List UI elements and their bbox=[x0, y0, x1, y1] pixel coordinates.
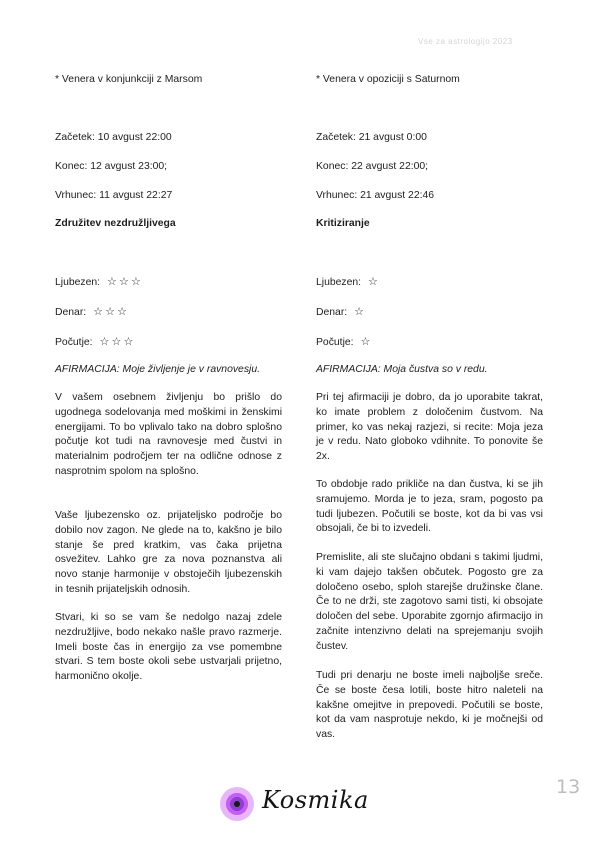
right-start: Začetek: 21 avgust 0:00 bbox=[316, 132, 427, 143]
left-love-label: Ljubezen: bbox=[55, 277, 101, 288]
star-outline-icon: ☆ bbox=[107, 276, 117, 288]
right-mood-row bbox=[316, 335, 371, 348]
left-paragraph-2: Vaše ljubezensko oz. prijateljsko področje bo dobilo nov zagon. Ne glede na to, kakšno je bilo stanje še pred kratkim, vas čaka prijetna osvežitev. Lahko gre za nova poznanstva ali novo stanje harmonije v obstoječih ljubezenskih in tesnih prijateljskih odnosih. bbox=[55, 510, 282, 595]
header-faint-text: Vse za astrologijo 2023 bbox=[418, 37, 513, 46]
left-love-stars bbox=[106, 275, 142, 288]
star-outline-icon: ☆ bbox=[111, 336, 122, 348]
star-outline-icon: ☆ bbox=[105, 306, 116, 318]
star-outline-icon: ☆ bbox=[99, 336, 110, 348]
kosmika-logo bbox=[218, 785, 368, 825]
right-love-label: Ljubezen: bbox=[316, 277, 362, 288]
logo-text: Kosmika bbox=[262, 786, 369, 814]
star-outline-icon: ☆ bbox=[93, 306, 104, 318]
kosmika-logo-icon bbox=[220, 787, 254, 821]
right-paragraph-2: To obdobje rado prikliče na dan čustva, ki se jih sramujemo. Morda je to jeza, sram, pogosto pa tudi ljubezen. Počutili se boste, kot da bi vas vsi obsojali, če bi to izvedeli. bbox=[316, 479, 543, 535]
left-money-row bbox=[55, 305, 128, 318]
right-mood-stars bbox=[359, 335, 371, 348]
left-paragraph-3: Stvari, ki so se vam še nedolgo nazaj zdele nezdružljive, bodo nekako našle pravo razmerje. Imeli boste čas in energijo za vse pomembne stvari. S tem boste okoli sebe ustvarjali prijetno, harmonično okolje. bbox=[55, 612, 282, 683]
right-paragraph-3: Premislite, ali ste slučajno obdani s takimi ljudmi, ki vam dajejo takšen občutek. Pogosto gre za določeno osebo, sploh starejše družinske člane. Če to ne drži, ste zagotovo sami tisti, ki obsojate določen del sebe. Uporabite zgornjo afirmacijo in začnite intenzivno delati na sprejemanju svojih čustev. bbox=[316, 552, 543, 652]
star-outline-icon: ☆ bbox=[360, 336, 371, 348]
right-paragraph-4: Tudi pri denarju ne boste imeli najboljše sreče. Če se boste česa lotili, boste hitro naleteli na kakšne omejitve in prepovedi. Počutili se boste, kot da vam nasprotuje nekdo, ki je močnejši od vas. bbox=[316, 670, 543, 741]
star-outline-icon: ☆ bbox=[354, 306, 365, 318]
right-paragraph-1: Pri tej afirmaciji je dobro, da jo uporabite takrat, ko imate problem z določenim čustvom. Na primer, ko vas nekaj razjezi, si recite: Moja jeza je v redu. Nato globoko vdihnite. To ponovite še 2x. bbox=[316, 392, 543, 463]
right-end: Konec: 22 avgust 22:00; bbox=[316, 161, 429, 172]
right-mood-label: Počutje: bbox=[316, 337, 354, 348]
right-peak: Vrhunec: 21 avgust 22:46 bbox=[316, 190, 435, 201]
right-affirmation: AFIRMACIJA: Moja čustva so v redu. bbox=[316, 364, 488, 375]
right-money-row bbox=[316, 305, 365, 318]
left-start: Začetek: 10 avgust 22:00 bbox=[55, 132, 172, 143]
left-mood-stars bbox=[98, 335, 134, 348]
left-affirmation: AFIRMACIJA: Moje življenje je v ravnovesju. bbox=[55, 364, 260, 375]
left-money-label: Denar: bbox=[55, 307, 87, 318]
star-outline-icon: ☆ bbox=[131, 276, 141, 288]
right-money-stars bbox=[353, 305, 365, 318]
star-outline-icon: ☆ bbox=[123, 336, 134, 348]
right-love-row bbox=[316, 275, 379, 288]
right-money-label: Denar: bbox=[316, 307, 348, 318]
left-mood-label: Počutje: bbox=[55, 337, 93, 348]
left-heading: * Venera v konjunkciji z Marsom bbox=[55, 74, 203, 85]
star-outline-icon: ☆ bbox=[368, 276, 378, 288]
right-heading: * Venera v opoziciji s Saturnom bbox=[316, 74, 460, 85]
left-end: Konec: 12 avgust 23:00; bbox=[55, 161, 168, 172]
left-money-stars bbox=[92, 305, 128, 318]
page-number: 13 bbox=[556, 776, 581, 798]
star-outline-icon: ☆ bbox=[119, 276, 129, 288]
right-love-stars bbox=[367, 275, 379, 288]
left-mood-row bbox=[55, 335, 134, 348]
left-peak: Vrhunec: 11 avgust 22:27 bbox=[55, 190, 173, 201]
left-love-row bbox=[55, 275, 142, 288]
star-outline-icon: ☆ bbox=[117, 306, 128, 318]
left-paragraph-1: V vašem osebnem življenju bo prišlo do ugodnega sodelovanja med moškimi in ženskimi energijami. To bo vplivalo tako na dobro splošno počutje kot tudi na ravnovesje med čustvi in materialnim področjem ter na odlične odnose z nasprotnim spolom na splošno. bbox=[55, 392, 282, 477]
right-title: Kritiziranje bbox=[316, 218, 370, 229]
left-title: Združitev nezdružljivega bbox=[55, 218, 176, 229]
